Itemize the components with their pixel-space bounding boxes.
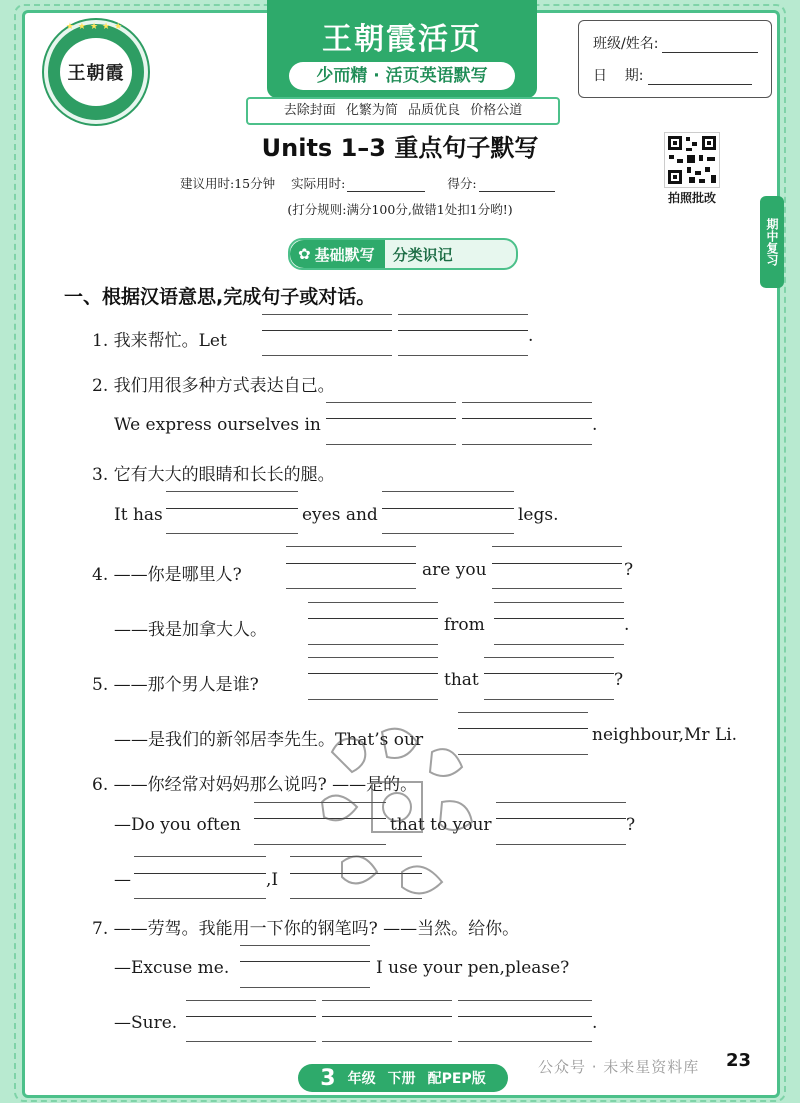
q4-end-a: ?: [624, 560, 634, 580]
q1-blank-2[interactable]: [398, 330, 528, 331]
q6-english-a: —Do you often: [114, 815, 241, 835]
q2-blank-1[interactable]: [326, 418, 456, 419]
guide-line: [262, 355, 392, 356]
student-info-box: [578, 20, 772, 98]
q6-blank-4[interactable]: [290, 873, 422, 874]
q7-prompt: 7. ——劳驾。我能用一下你的钢笔吗? ——当然。给你。: [92, 919, 520, 939]
guide-line: [382, 533, 514, 534]
q1-prompt: 1. 我来帮忙。Let: [92, 331, 227, 351]
q5-prompt-a: 5. ——那个男人是谁?: [92, 675, 259, 695]
watermark: 公众号 · 未来星资料库: [538, 1058, 700, 1076]
guide-line: [254, 844, 386, 845]
q5-mid-a: that: [444, 670, 479, 690]
guide-line: [308, 602, 438, 603]
q6-mid-b: ,I: [266, 870, 279, 890]
q5-end-a: ?: [614, 670, 624, 690]
q7-end-b: .: [592, 1013, 598, 1033]
guide-line: [322, 1041, 452, 1042]
guide-line: [286, 546, 416, 547]
q5-blank-1[interactable]: [308, 673, 438, 674]
section-right: 分类识记: [392, 245, 453, 264]
q7-english-a: —Excuse me.: [114, 958, 230, 978]
q6-blank-3[interactable]: [134, 873, 266, 874]
guide-line: [166, 533, 298, 534]
guide-line: [484, 657, 614, 658]
guide-line: [458, 1000, 592, 1001]
section-label: [288, 238, 518, 270]
grade-footer: [298, 1064, 508, 1092]
guide-line: [290, 898, 422, 899]
guide-line: [240, 945, 370, 946]
q4-mid-b: from: [444, 615, 485, 635]
class-name-label: 班级/姓名:: [593, 36, 659, 52]
guide-line: [492, 588, 622, 589]
time-row: [180, 174, 630, 192]
grade-label: 年级: [347, 1071, 376, 1087]
q7-blank-1[interactable]: [240, 961, 370, 962]
grade-number: 3: [320, 1065, 336, 1091]
guide-line: [262, 314, 392, 315]
q6-blank-1[interactable]: [254, 818, 386, 819]
guide-line: [398, 355, 528, 356]
guide-line: [186, 1000, 316, 1001]
header-banner: [267, 0, 537, 98]
q2-end: .: [592, 415, 598, 435]
slogan: 去除封面 化繁为简 品质优良 价格公道: [246, 97, 560, 125]
qr-label: 拍照批改: [667, 191, 716, 205]
q4-blank-2[interactable]: [492, 563, 622, 564]
q7-blank-3[interactable]: [322, 1016, 452, 1017]
q4-prompt-b: ——我是加拿大人。: [114, 620, 267, 640]
q4-blank-3[interactable]: [308, 618, 438, 619]
guide-line: [326, 444, 456, 445]
q4-prompt-a: 4. ——你是哪里人?: [92, 565, 242, 585]
score-label: 得分:: [447, 176, 477, 191]
guide-line: [496, 802, 626, 803]
section-left: 基础默写: [314, 245, 375, 264]
q4-end-b: .: [624, 615, 630, 635]
star-icon: ★★★★★: [65, 22, 127, 32]
q6-blank-2[interactable]: [496, 818, 626, 819]
guide-line: [254, 802, 386, 803]
q6-prompt: 6. ——你经常对妈妈那么说吗? ——是的。: [92, 775, 418, 795]
guide-line: [458, 712, 588, 713]
q7-mid-a: I use your pen,please?: [376, 958, 570, 978]
guide-line: [286, 588, 416, 589]
q4-blank-1[interactable]: [286, 563, 416, 564]
guide-line: [494, 602, 624, 603]
date-label: 日 期:: [593, 68, 644, 84]
actual-time-label: 实际用时:: [291, 176, 346, 191]
guide-line: [382, 491, 514, 492]
guide-line: [186, 1041, 316, 1042]
score-field[interactable]: [479, 179, 555, 192]
guide-line: [492, 546, 622, 547]
banner-title: 王朝霞活页: [322, 22, 482, 57]
date-field[interactable]: [648, 70, 752, 85]
q5-end-b: neighbour,Mr Li.: [592, 725, 738, 745]
medal-icon: ✿: [298, 245, 311, 263]
q6-end-a: ?: [626, 815, 636, 835]
logo-text: 王朝霞: [67, 63, 125, 84]
q5-prompt-b: ——是我们的新邻居李先生。That’s our: [114, 730, 424, 750]
q4-blank-4[interactable]: [494, 618, 624, 619]
qr-code-icon[interactable]: [664, 132, 720, 188]
term-label: 下册: [387, 1071, 416, 1087]
q1-end: .: [528, 326, 534, 346]
scoring-rule: (打分规则:满分100分,做错1处扣1分哟!): [287, 202, 513, 217]
q3-english-a: It has: [114, 505, 163, 525]
q7-blank-4[interactable]: [458, 1016, 592, 1017]
guide-line: [308, 644, 438, 645]
guide-line: [462, 402, 592, 403]
q5-blank-2[interactable]: [484, 673, 614, 674]
guide-line: [134, 856, 266, 857]
q2-blank-2[interactable]: [462, 418, 592, 419]
q4-mid-a: are you: [422, 560, 487, 580]
guide-line: [134, 898, 266, 899]
guide-line: [308, 699, 438, 700]
guide-line: [290, 856, 422, 857]
q7-blank-2[interactable]: [186, 1016, 316, 1017]
guide-line: [166, 491, 298, 492]
guide-line: [308, 657, 438, 658]
class-name-field[interactable]: [662, 38, 758, 53]
guide-line: [458, 1041, 592, 1042]
q5-blank-3[interactable]: [458, 728, 588, 729]
q2-prompt: 2. 我们用很多种方式表达自己。: [92, 376, 335, 396]
edition-label: 配PEP版: [427, 1071, 486, 1087]
guide-line: [326, 402, 456, 403]
q3-prompt: 3. 它有大大的眼睛和长长的腿。: [92, 465, 335, 485]
exercise-heading: 一、根据汉语意思,完成句子或对话。: [64, 286, 376, 308]
guide-line: [462, 444, 592, 445]
q3-english-b: eyes and: [302, 505, 378, 525]
suggested-time: 建议用时:15分钟: [180, 176, 276, 191]
publisher-logo: [44, 20, 148, 124]
guide-line: [458, 754, 588, 755]
q2-english: We express ourselves in: [114, 415, 321, 435]
guide-line: [494, 644, 624, 645]
page-number: 23: [726, 1050, 752, 1071]
actual-time-field[interactable]: [347, 179, 425, 192]
side-tab: 期中复习: [760, 196, 784, 288]
q3-blank-2[interactable]: [382, 508, 514, 509]
q3-blank-1[interactable]: [166, 508, 298, 509]
guide-line: [240, 987, 370, 988]
banner-subtitle: 少而精 · 活页英语默写: [289, 62, 515, 90]
q1-blank-1[interactable]: [262, 330, 392, 331]
q7-english-b: —Sure.: [114, 1013, 178, 1033]
guide-line: [398, 314, 528, 315]
q6-english-b: —: [114, 870, 131, 890]
q3-english-c: legs.: [518, 505, 559, 525]
guide-line: [322, 1000, 452, 1001]
q6-mid-a: that to your: [390, 815, 492, 835]
guide-line: [496, 844, 626, 845]
guide-line: [484, 699, 614, 700]
page-title: Units 1–3 重点句子默写: [261, 134, 539, 162]
